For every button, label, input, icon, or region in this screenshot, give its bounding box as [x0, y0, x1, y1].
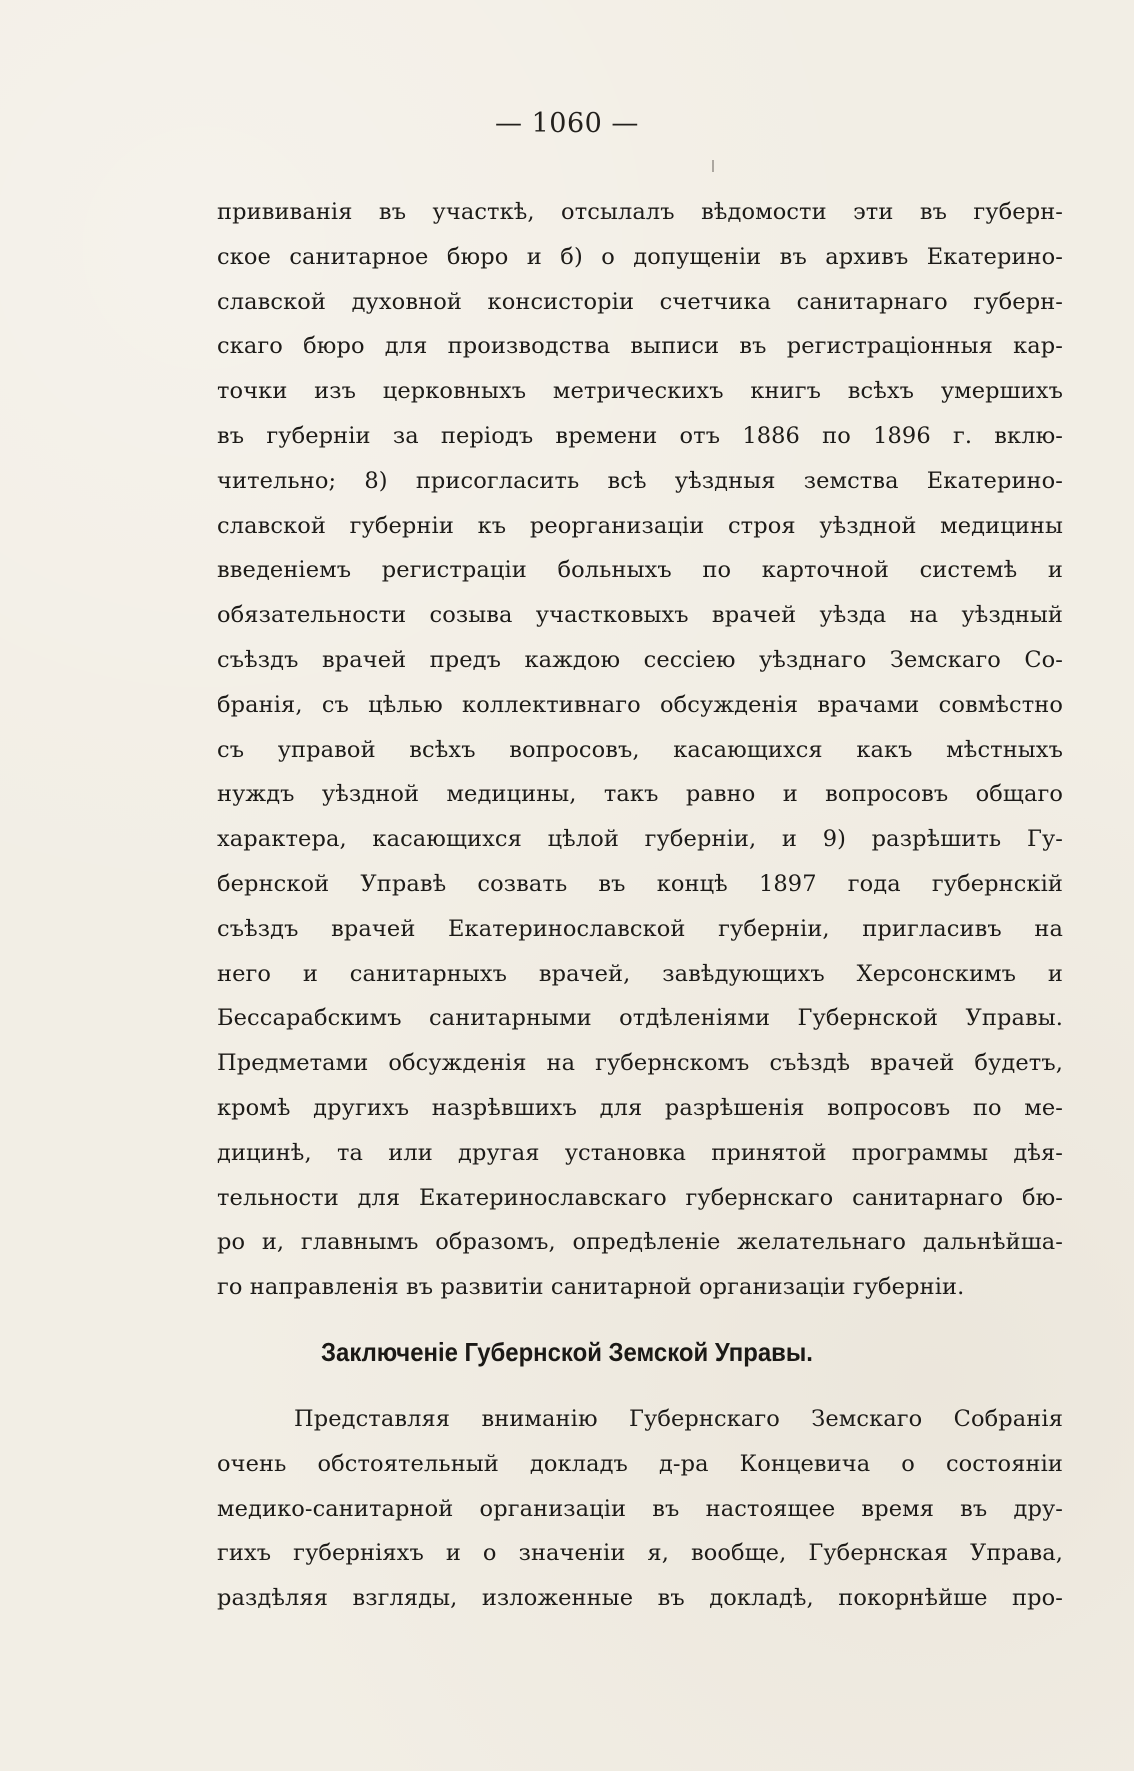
text-line: чительно; 8) присогласить всѣ уѣздныя земства Екатерино- — [217, 467, 1063, 494]
text-line: раздѣляя взгляды, изложенные въ докладѣ, покорнѣйше про- — [217, 1585, 1063, 1612]
text-line: го направленія въ развитіи санитарной организаціи губерніи. — [217, 1274, 965, 1301]
text-line: точки изъ церковныхъ метрическихъ книгъ всѣхъ умершихъ — [217, 378, 1063, 405]
text-line: дицинѣ, та или другая установка принятой программы дѣя- — [217, 1139, 1063, 1166]
section-heading: Заключеніе Губернской Земской Управы. — [321, 1337, 813, 1367]
text-line: славской духовной консисторіи счетчика санитарнаго губерн- — [217, 288, 1063, 315]
text-line: введеніемъ регистраціи больныхъ по карточной системѣ и — [217, 557, 1063, 584]
paragraph-2 — [217, 1397, 1063, 1621]
text-line: нуждъ уѣздной медицины, такъ равно и вопросовъ общаго — [217, 781, 1063, 808]
text-line: бранія, съ цѣлью коллективнаго обсужденія врачами совмѣстно — [217, 691, 1063, 718]
text-line: въ губерніи за періодъ времени отъ 1886 по 1896 г. вклю- — [217, 422, 1063, 449]
text-line: съѣздъ врачей Екатеринославской губерніи, пригласивъ на — [217, 915, 1063, 942]
text-line: кромѣ другихъ назрѣвшихъ для разрѣшенія вопросовъ по ме- — [217, 1094, 1063, 1121]
text-line: обязательности созыва участковыхъ врачей уѣзда на уѣздный — [217, 602, 1063, 629]
text-line: Представляя вниманію Губернскаго Земскаго Собранія — [294, 1406, 1063, 1432]
text-line: съ управой всѣхъ вопросовъ, касающихся какъ мѣстныхъ — [217, 736, 1063, 763]
text-line: тельности для Екатеринославскаго губернскаго санитарнаго бю- — [217, 1184, 1063, 1211]
text-line: бернской Управѣ созвать въ концѣ 1897 года губернскій — [217, 870, 1063, 897]
text-line: очень обстоятельный докладъ д-ра Концевича о состояніи — [217, 1450, 1063, 1477]
text-line: Бессарабскимъ санитарными отдѣленіями Губернской Управы. — [217, 1005, 1063, 1032]
text-line: ро и, главнымъ образомъ, опредѣленіе желательнаго дальнѣйша- — [217, 1229, 1063, 1256]
text-line: прививанія въ участкѣ, отсылалъ вѣдомости эти въ губерн- — [217, 199, 1063, 225]
text-line: скаго бюро для производства выписи въ регистраціонныя кар- — [217, 333, 1063, 360]
text-line: ское санитарное бюро и б) о допущеніи въ архивъ Екатерино- — [217, 243, 1063, 270]
text-line: гихъ губерніяхъ и о значеніи я, вообще, Губернская Управа, — [217, 1540, 1063, 1567]
page-number: — 1060 — — [495, 108, 639, 139]
text-line: него и санитарныхъ врачей, завѣдующихъ Херсонскимъ и — [217, 960, 1063, 987]
text-line: славской губерніи къ реорганизаціи строя уѣздной медицины — [217, 512, 1063, 539]
text-line: съѣздъ врачей предъ каждою сессіею уѣзднаго Земскаго Со- — [217, 646, 1063, 673]
ink-mark — [712, 160, 714, 172]
paragraph-1 — [217, 190, 1063, 1310]
text-line: медико-санитарной организаціи въ настоящее время въ дру- — [217, 1495, 1063, 1522]
text-line: Предметами обсужденія на губернскомъ съѣздѣ врачей будетъ, — [217, 1050, 1063, 1077]
text-line: характера, касающихся цѣлой губерніи, и 9) разрѣшить Гу- — [217, 826, 1063, 853]
